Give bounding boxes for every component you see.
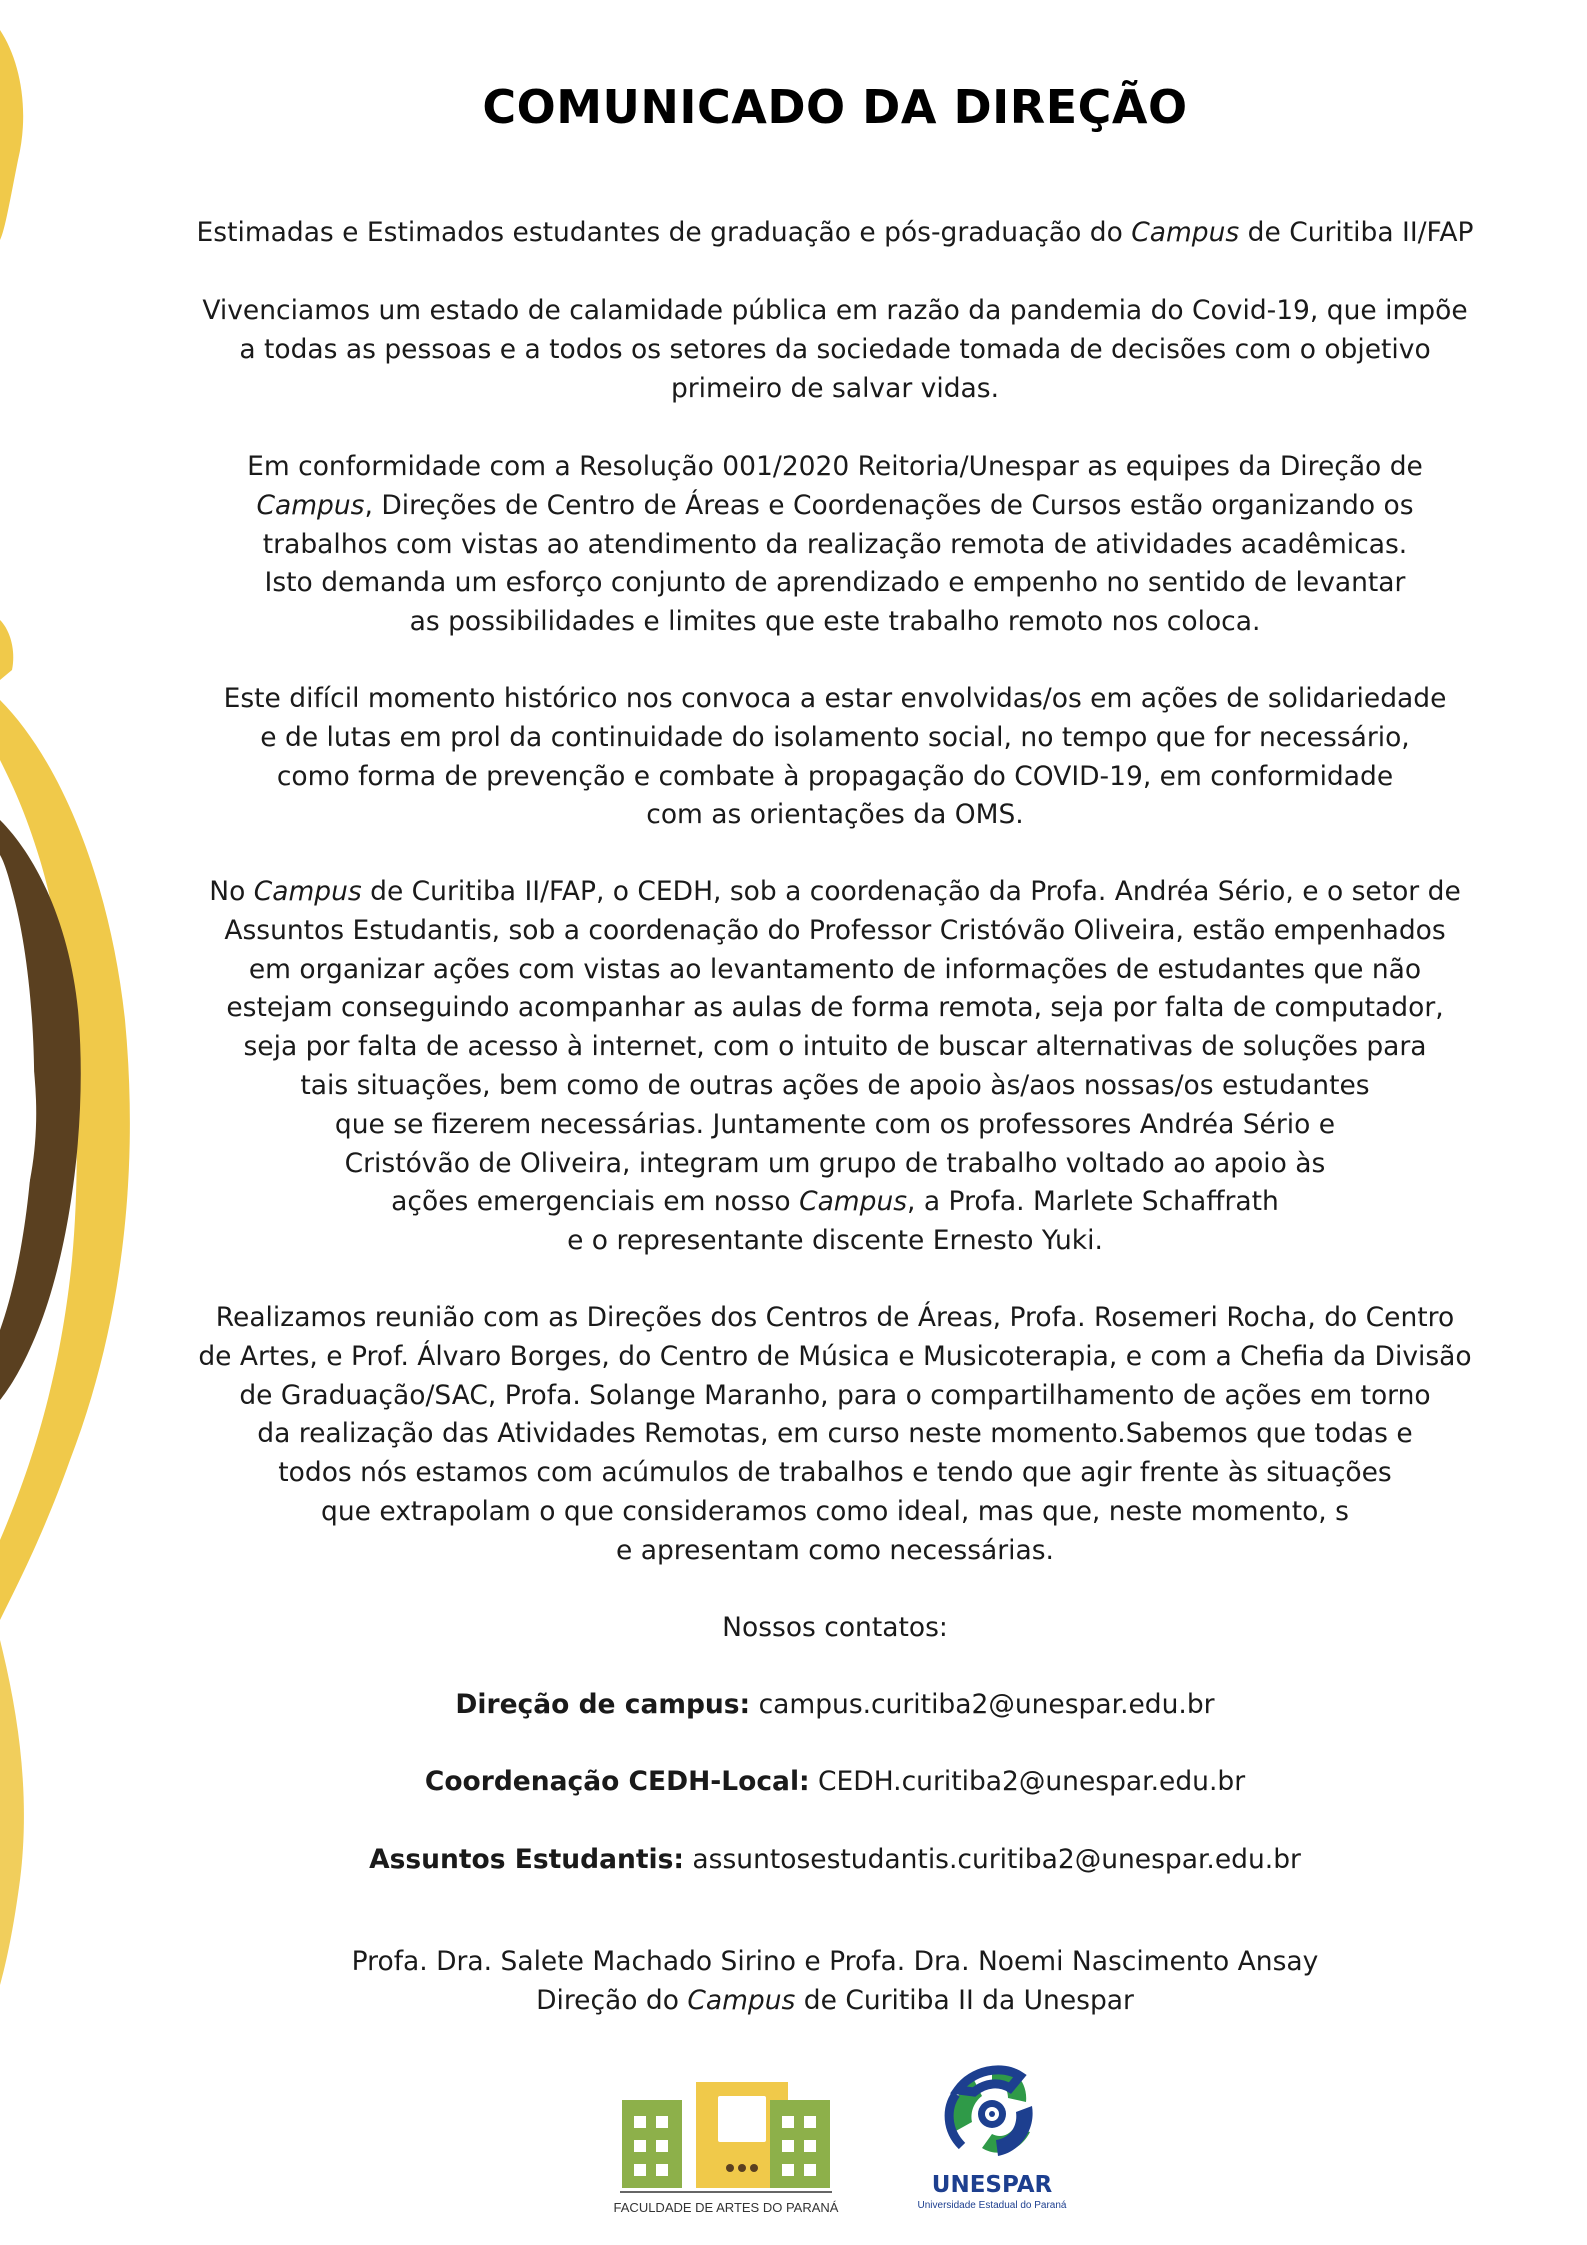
paragraph-line: as possibilidades e limites que este trabalho remoto nos coloca. bbox=[409, 606, 1261, 638]
paragraph-line: que extrapolam o que consideramos como ideal, mas que, neste momento, s bbox=[321, 1495, 1349, 1527]
paragraph-cedh bbox=[190, 873, 1480, 1261]
campus-emphasis: Campus bbox=[253, 876, 362, 907]
campus-emphasis: Campus bbox=[799, 1186, 908, 1218]
fap-caption: FACULDADE DE ARTES DO PARANÁ bbox=[613, 2200, 839, 2215]
contact-label: Coordenação CEDH-Local: bbox=[424, 1766, 810, 1797]
paragraph-line: seja por falta de acesso à internet, com o intuito de buscar alternativas de soluções para bbox=[243, 1031, 1427, 1063]
paragraph-line: de Artes, e Prof. Álvaro Borges, do Centro de Música e Musicoterapia, e com a Chefia da Divisão bbox=[198, 1340, 1472, 1372]
paragraph-line: ações emergenciais em nosso bbox=[391, 1186, 800, 1218]
paragraph-historic-moment bbox=[190, 680, 1480, 835]
contact-label: Direção de campus: bbox=[455, 1689, 751, 1720]
contact-label: Assuntos Estudantis: bbox=[369, 1844, 684, 1875]
greeting-text: Estimadas e Estimados estudantes de graduação e pós-graduação do bbox=[196, 217, 1132, 248]
paragraph-line: primeiro de salvar vidas. bbox=[670, 372, 1000, 404]
paragraph-line: , Direções de Centro de Áreas e Coordenações de Cursos estão organizando os bbox=[364, 489, 1414, 521]
paragraph-line: de Curitiba II/FAP, o CEDH, sob a coordenação da Profa. Andréa Sério, e o setor de bbox=[361, 876, 1461, 907]
paragraph-line: e o representante discente Ernesto Yuki. bbox=[567, 1225, 1103, 1257]
paragraph-line: com as orientações da OMS. bbox=[646, 799, 1024, 831]
paragraph-line: e apresentam como necessárias. bbox=[616, 1534, 1054, 1566]
signature-names: Profa. Dra. Salete Machado Sirino e Profa. Dra. Noemi Nascimento Ansay bbox=[351, 1946, 1319, 1977]
paragraph-line: Em conformidade com a Resolução 001/2020 Reitoria/Unespar as equipes da Direção de bbox=[247, 451, 1423, 482]
signature-line: Direção do bbox=[536, 1984, 688, 2016]
paragraph-line: , a Profa. Marlete Schaffrath bbox=[907, 1186, 1279, 1218]
paragraph-line: estejam conseguindo acompanhar as aulas de forma remota, seja por falta de computador, bbox=[226, 992, 1444, 1024]
greeting-text-end: de Curitiba II/FAP bbox=[1239, 217, 1474, 248]
paragraph-line: da realização das Atividades Remotas, em curso neste momento.Sabemos que todas e bbox=[257, 1418, 1413, 1450]
paragraph-meeting bbox=[190, 1299, 1480, 1571]
paragraph-line: Isto demanda um esforço conjunto de aprendizado e empenho no sentido de levantar bbox=[264, 567, 1406, 599]
contact-email-link[interactable]: CEDH.curitiba2@unespar.edu.br bbox=[809, 1766, 1246, 1797]
contact-email-link[interactable]: assuntosestudantis.curitiba2@unespar.edu.br bbox=[684, 1844, 1301, 1875]
paragraph-line: como forma de prevenção e combate à propagação do COVID-19, em conformidade bbox=[276, 760, 1394, 792]
paragraph-line: que se fizerem necessárias. Juntamente com os professores Andréa Sério e bbox=[334, 1108, 1336, 1140]
paragraph-line: trabalhos com vistas ao atendimento da realização remota de atividades acadêmicas. bbox=[262, 528, 1408, 560]
signature bbox=[190, 1943, 1480, 2021]
unespar-name: UNESPAR bbox=[931, 2172, 1053, 2198]
paragraph-line: Vivenciamos um estado de calamidade pública em razão da pandemia do Covid-19, que impõe bbox=[202, 295, 1468, 326]
paragraph-calamity bbox=[190, 292, 1480, 408]
contact-direcao bbox=[190, 1686, 1480, 1725]
paragraph-line: a todas as pessoas e a todos os setores da sociedade tomada de decisões com o objetivo bbox=[239, 333, 1431, 365]
paragraph-line: Assuntos Estudantis, sob a coordenação do Professor Cristóvão Oliveira, estão empenhados bbox=[224, 914, 1446, 946]
contact-assuntos-estudantis bbox=[190, 1841, 1480, 1880]
decorative-brush-strokes bbox=[0, 0, 200, 2245]
contact-cedh bbox=[190, 1763, 1480, 1802]
signature-line: de Curitiba II da Unespar bbox=[795, 1984, 1134, 2016]
paragraph-line: todos nós estamos com acúmulos de trabalhos e tendo que agir frente às situações bbox=[278, 1457, 1392, 1489]
paragraph-line: No bbox=[209, 876, 254, 907]
paragraph-line: Este difícil momento histórico nos convoca a estar envolvidas/os em ações de solidariedade bbox=[223, 683, 1447, 714]
fap-logo bbox=[614, 2082, 839, 2215]
paragraph-line: de Graduação/SAC, Profa. Solange Maranho, para o compartilhamento de ações em torno bbox=[239, 1379, 1431, 1411]
paragraph-line: e de lutas em prol da continuidade do isolamento social, no tempo que for necessário, bbox=[260, 721, 1410, 753]
campus-emphasis: Campus bbox=[256, 489, 365, 521]
page-title: COMUNICADO DA DIREÇÃO bbox=[482, 80, 1188, 134]
paragraph-line: tais situações, bem como de outras ações de apoio às/aos nossas/os estudantes bbox=[300, 1069, 1370, 1101]
paragraph-resolution bbox=[190, 448, 1480, 642]
paragraph-line: Cristóvão de Oliveira, integram um grupo de trabalho voltado ao apoio às bbox=[344, 1147, 1326, 1179]
paragraph-line: em organizar ações com vistas ao levantamento de informações de estudantes que não bbox=[248, 953, 1422, 985]
contact-email-link[interactable]: campus.curitiba2@unespar.edu.br bbox=[750, 1689, 1215, 1720]
greeting-emphasis: Campus bbox=[1131, 217, 1240, 248]
unespar-subtitle: Universidade Estadual do Paraná bbox=[917, 2200, 1067, 2211]
contacts-heading: Nossos contatos: bbox=[722, 1612, 948, 1643]
campus-emphasis: Campus bbox=[687, 1984, 796, 2016]
footer-logos bbox=[0, 2050, 1587, 2230]
paragraph-line: Realizamos reunião com as Direções dos Centros de Áreas, Profa. Rosemeri Rocha, do Centro bbox=[215, 1302, 1455, 1333]
greeting bbox=[190, 214, 1480, 253]
unespar-logo bbox=[918, 2066, 1067, 2211]
